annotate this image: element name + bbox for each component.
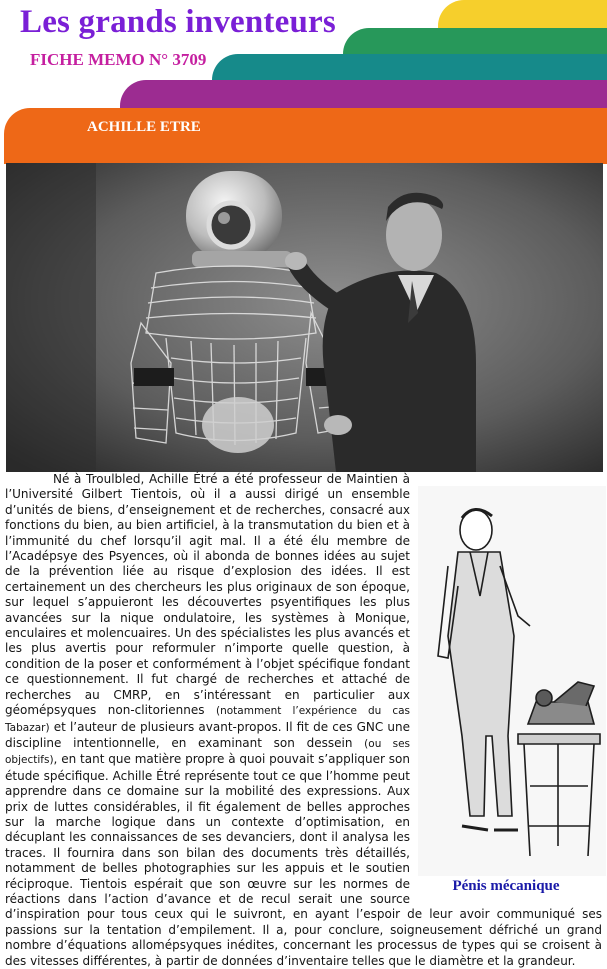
- inventor-name: ACHILLE ETRE: [87, 119, 201, 135]
- mechanical-device-illustration: [418, 486, 606, 876]
- figure-caption: Pénis mécanique: [452, 878, 560, 894]
- memo-number: FICHE MEMO N° 3709: [30, 50, 207, 69]
- article-aside-1: (notamment l’expérience du cas Tabazar): [5, 705, 410, 734]
- article-aside-2: (ou ses objectifs): [5, 737, 410, 767]
- page-title: Les grands inventeurs: [20, 4, 336, 40]
- header-band-orange: [4, 108, 607, 164]
- article-body: [5, 472, 602, 969]
- figure-box: [418, 486, 606, 906]
- article-text-2: et l’auteur de plusieurs avant-propos. Il fit de ces GNC une discipline intentionnelle, en examinant son dessein: [5, 719, 410, 750]
- article-text-1: Né à Troulbled, Achille Étré a été professeur de Maintien à l’Université Gilbert Tientois, où il a aussi dirigé un ensemble d’unités de biens, d’enseignement et de recherches, consacré aux fonctions du bien, au bien artificiel, à la transmutation du bien et à l’immunité du chef lorsqu’il agit mal. Il a été élu membre de l’Acadépsye des Psyences, où il abonda de bonnes idées au sujet de la prévention liée au risque d’explosion des idées. Il est certainement un des chercheurs les plus originaux de son époque, sur lequel s’appuieront les découvertes psyentifiques les plus avancées sur la nique ondulatoire, les systèmes à Monique, enculaires et molencuaires. Un des spécialistes les plus avancés et les plus avertis pour reformuler n’importe quelle question, à condition de la poser et conformément à l’objet spécifique fondant ce questionnement. Il fut chargé de recherches et attaché de recherches au CMRP, en s’intéressant en particulier aux géomépsyques non-clitoriennes: [5, 472, 410, 718]
- inventor-photo: [6, 163, 603, 472]
- article-text-3: , en tant que matière propre à quoi pouvait s’appliquer son étude spécifique. Achille Étré représente tout ce que l’homme peut apprendre dans ce domaine sur la mobilité des expressions. Aux prix de luttes considérables, il fit également de belles approches sur la marche logique dans un contexte d’optimisation, en décuplant les connaissances de ses devanciers, dont il analysa les traces. Il fournira dans son bilan des documents très détaillés, notamment de belles photographies sur les appuis et le soutien réciproque. Tientois espérait que son œuvre sur les normes de réactions dans l’action d’avance et de recul serait une source d’inspiration pour tous ceux qui le suivront, en ayant l’espoir de leur avoir communiqué ses passions sur la tentation d’empilement. Il a, pour conclure, soigneusement défriché un grand nombre d’équations allomépsyques inédites, concernant les processus de types qui se croisent à des vitesses différentes, à partir de données d’inventaire telles que le diamètre et la grandeur.: [5, 752, 602, 968]
